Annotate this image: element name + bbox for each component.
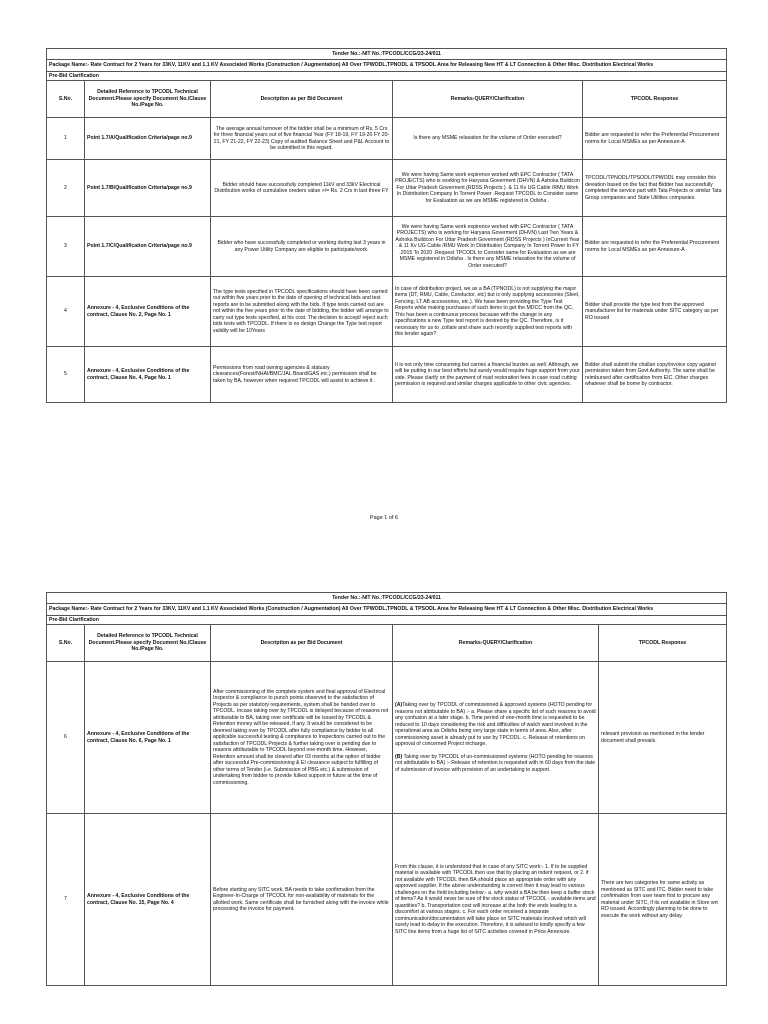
- row-remarks: It is not only time consuming but carries a financial burden as well. Although, we will be putting in our best efforts but surely would require huge support from your side. Please clarify on the payment of road restoration fees in case road cutting permission is required and similar charges applicable to other civic agencies.: [393, 347, 583, 403]
- header-sno: S.No.: [47, 81, 85, 118]
- row-desc: Bidder should have successfully completed 11kV and 33kV Electrical Distribution works of cumulative oreders value >/= Rs. 2 Crs in last three FY: [211, 160, 393, 217]
- row-sno: 3: [47, 217, 85, 277]
- row-ref: Point 1.7/C/Qualification Criteria/page no.9: [85, 217, 211, 277]
- package-name: Package Name:- Rate Contract for 2 Years for 33KV, 11KV and 1.1 KV Associated Works (Construction / Augmentation) All Over TPWODL,TPNODL & TPSODL Area for Releasing New HT & LT Connection & Other Misc. Distribution Electrical Works: [47, 60, 727, 72]
- remarks-part-b-label: (B): [395, 753, 403, 760]
- row-response: Bidder shall provide the type test from the approved manufacturer list for materials under SITC category as per RO issued: [583, 277, 727, 347]
- header-ref: Detailed Reference to TPCODL Technical Document.Please specify Document No./Clause No./Page No.: [85, 625, 211, 662]
- row-response: Bidder are requested to refer the Preferential Procurement norms for Local MSMEs as per Annexure-A: [583, 118, 727, 160]
- section-title: Pre-Bid Clarification: [47, 615, 727, 625]
- row-remarks: From this clause, it is understood that in case of any SITC work:- 1. If to be supplied material is available with TPCODL then use that by placing an indent request, or 2. if not available with TPCODL then BA should place an appropriate order with any approved supplier. If the above understanding is correct then it may lead to various challenges on the field including below:- a. why would a BA be then keep a buffer stock of items? As it would never be sure of the stock status of TPCODL - available items and quantities? b. Transportation cost will increase at the both the ends leading to a discomfort at various stages. c. For each order received a separate communication/documentation will take place on SITC materials involved which will surely lead to delay in the execution. Therefore, it is advised to kindly specify a few SITC line items from a huge list of SITC activities covered in Price Annexure.: [393, 814, 599, 986]
- header-remarks: Remarks-QUERY/Clarification: [393, 625, 599, 662]
- remarks-part-a: [395, 702, 596, 748]
- row-ref: Annexure - 4, Exclusive Conditions of the contract, Clause No. 15, Page No. 4: [85, 814, 211, 986]
- row-sno: 5: [47, 347, 85, 403]
- table-row: [47, 347, 727, 403]
- package-name: Package Name:- Rate Contract for 2 Years for 33KV, 11KV and 1.1 KV Associated Works (Construction / Augmentation) All Over TPWODL,TPNODL & TPSODL Area for Releasing New HT & LT Connection & Other Misc. Distribution Electrical Works: [47, 604, 727, 616]
- row-response: relevant provision as mentioned in the tender document shall prevails.: [599, 662, 727, 814]
- table-row: [47, 814, 727, 986]
- header-desc: Description as per Bid Document: [211, 625, 393, 662]
- header-desc: Description as per Bid Document: [211, 81, 393, 118]
- row-desc: Before starting any SITC work, BA needs to take confirmation from the Engineer-In-Charge of TPCODL for non-availability of materials for the allotted work. Same certificate shall be furnished along with the invoice while processing the invoice for payment.: [211, 814, 393, 986]
- row-ref: Point 1.7/A/Qualification Criteria/page no.9: [85, 118, 211, 160]
- row-desc: After commissioning of the complete system and final approval of Electrical Inspector & compliance to punch points observed to the satisfaction of Projects as per statutory requirements, system shall be handed over to TPCODL. Incase taking over by TPCODL is delayed because of reasons not attributable to BA, taking over certificate will be issued by TPCODL & Retention money will be released, if any. It would be considered to be deemed taking over by TPCODL after fully compliance by bidder to all applicable successful testing & compliance to Inspections carried out to the satisfaction of TPCODL Projects & further taking over is pending due to reasons attributable to TPCODL beyond one-month time. However, Retention amount shall be cleared after 03 months at the option of bidder after successful Pre-commissioning & EI clearance subject to fulfilling of other terms of Tender (i.e. Submission of PBG etc.) & submission of undertaking from bidder to provide fullest support in future at the time of commissioning.: [211, 662, 393, 814]
- row-remarks: In case of distribution project, we as a BA (TPNODL) is not supplying the major items (DT, RMU, Cable, Conductor, etc) but is only supplying accessories (Steel, Fencing, LT AB accessories, etc.). We have been providing the Type Test Reports while making purchases of such items to get the MDCC from the QC. This has been a continuous process because with the change in any specifications a new Type test report is desired by the QC. Therefore, is it necessary for us to ,collate and share such recently supplied test reports with this tender again?: [393, 277, 583, 347]
- row-response: TPCODL/TPNODL/TPSODL/TPWODL may consider this deviation based on the fact that Bidder has successfully completed the service part with Tata Projects or similar Tata Group companies and State Utilities companies.: [583, 160, 727, 217]
- table-row: [47, 277, 727, 347]
- remarks-part-a-label: (A): [395, 702, 403, 708]
- table-row: [47, 662, 727, 814]
- row-desc: Permissions from road owning agencies & statuary clearances(Forest/NHAI/BMC/JAL Board/GAS etc.) permission shall be taken by BA, however when required TPCODL will assist to achieve it .: [211, 347, 393, 403]
- row-remarks: We were having Same work expirence worked with EPC Contractor ( TATA PROJECTS) who is working for Haryana Goverment (DHVN) Last Two Years & Ashoka Buildcon For Uttar Pradesh Goverment (RDSS Projects ) InCurrent Year . & 11 Kv UG Cable /RMU Work In Distribution Company In Torrent Power In FY .2015 To 2020 .Request TPCODL to Consider same for Evaluation as we are MSME registered in Odisha . Is there any MSME relaxation for the volume of Order executed?: [393, 217, 583, 277]
- tender-number: Tender No.:-NIT No.:TPCODL/CCG/23-24/011: [47, 593, 727, 604]
- header-ref: Detailed Reference to TPCODL Technical Document.Please specify Document No./Clause No./Page No.: [85, 81, 211, 118]
- row-sno: 4: [47, 277, 85, 347]
- row-ref: Point 1.7/B/Qualification Criteria/page no.9: [85, 160, 211, 217]
- clarification-table-page-1: [46, 48, 727, 403]
- table-row: [47, 160, 727, 217]
- row-response: Bidder are requested to refer the Preferential Procurement norms for Local MSMEs as per Annexure-A: [583, 217, 727, 277]
- row-remarks: We were having Same work expirence worked with EPC Contractor ( TATA PROJECTS) who is working for Haryana Goverment (DHVN) & Ashoka Buildcon For Uttar Pradesh Goverment (RDSS Projects ). & 11 Kv UG Cable /RMU Work In Distribution Company In Torrent Power .Request TPCODL to Consider same for Evaluation as we are MSME registered in Odisha .: [393, 160, 583, 217]
- section-title: Pre-Bid Clarification: [47, 71, 727, 81]
- row-desc: The average annual turnover of the bidder shall be a minimum of Rs. 5 Crs for three financial years out of five financial Year (FY 18-19, FY 19-20 FY 20-21, FY 21-22, FY 22-23) Copy of audited Balance Sheet and P&L Account to be submitted in this regard.: [211, 118, 393, 160]
- row-response: There are two categories for same activity as mentioned as SITC and ITC. Bidder need to take confirmation from user team first to procure any material under SITC, if its not available in Store wrt RO issued. Accordingly planning to be done to execute the work without any delay.: [599, 814, 727, 986]
- tender-number: Tender No.:-NIT No.:TPCODL/CCG/23-24/011: [47, 49, 727, 60]
- remarks-part-b-text: Taking over by TPCODL of un-commissioned systems (HOTO pending for reasons not attributable to BA) :- Release of retention is requested with in 60 days from the date of submission of invoice with provision of an undertaking to support.: [395, 753, 596, 773]
- row-sno: 1: [47, 118, 85, 160]
- row-response: Bidder shall submit the challan copy/invoice copy against permission taken from Govt Authority. The same shall be reimbursed after certification from EIC. Other charges whatever shall be borne by contractor.: [583, 347, 727, 403]
- remarks-part-a-text: Taking over by TPCODL of commissioned & approved systems (HOTO pending for reasons not attributable to BA) :- a. Please share a specific list of such reasons to avoid any confusion at a later stage. b. Time period of one-month time is requested to be reduced to 10 days considering the risk and difficulties of watch ward involved in the operational area as Odisha being very large state in terms of area. Also, after commissioning asset is already put to use by TPCODL. c. Release of retentions on approval of concerned Project incharge.: [395, 702, 596, 747]
- row-ref: Annexure - 4, Exclusive Conditions of the contract, Clause No. 2, Page No. 1: [85, 277, 211, 347]
- header-response: TPCODL Response: [583, 81, 727, 118]
- table-header-row: [47, 625, 727, 662]
- table-row: [47, 217, 727, 277]
- table-row: [47, 118, 727, 160]
- header-remarks: Remarks-QUERY/Clarification: [393, 81, 583, 118]
- row-ref: Annexure - 4, Exclusive Conditions of the contract, Clause No. 4, Page No. 1: [85, 347, 211, 403]
- row-remarks: Is there any MSME relaxation for the volume of Order executed?: [393, 118, 583, 160]
- row-sno: 2: [47, 160, 85, 217]
- clarification-table-page-2: [46, 592, 727, 986]
- row-sno: 6: [47, 662, 85, 814]
- row-desc: Bidder who have successfully completed or working during last 3 years in any Power Utility Company are eligible to participate/work.: [211, 217, 393, 277]
- table-header-row: [47, 81, 727, 118]
- row-ref: Annexure - 4, Exclusive Conditions of the contract, Clause No. 6, Page No. 1: [85, 662, 211, 814]
- row-remarks: [393, 662, 599, 814]
- page-1: [46, 48, 726, 403]
- header-sno: S.No.: [47, 625, 85, 662]
- row-sno: 7: [47, 814, 85, 986]
- header-response: TPCODL Response: [599, 625, 727, 662]
- page-2: [46, 592, 726, 986]
- page-number: Page 1 of 6: [369, 515, 399, 521]
- remarks-part-b: [395, 754, 596, 774]
- row-desc: The type tests specified in TPCODL specifications should have been carried out within five years prior to the date of opening of technical bids and test reports are to be submitted along with the bids. If type tests carried out are not within the five years prior to the date of bidding, the bidder will arrange to carry out type tests specified, at his cost. The decision to accept/ reject such bids tests with TPCODL. If there is no design Change the Type test report validity will be 10Years: [211, 277, 393, 347]
